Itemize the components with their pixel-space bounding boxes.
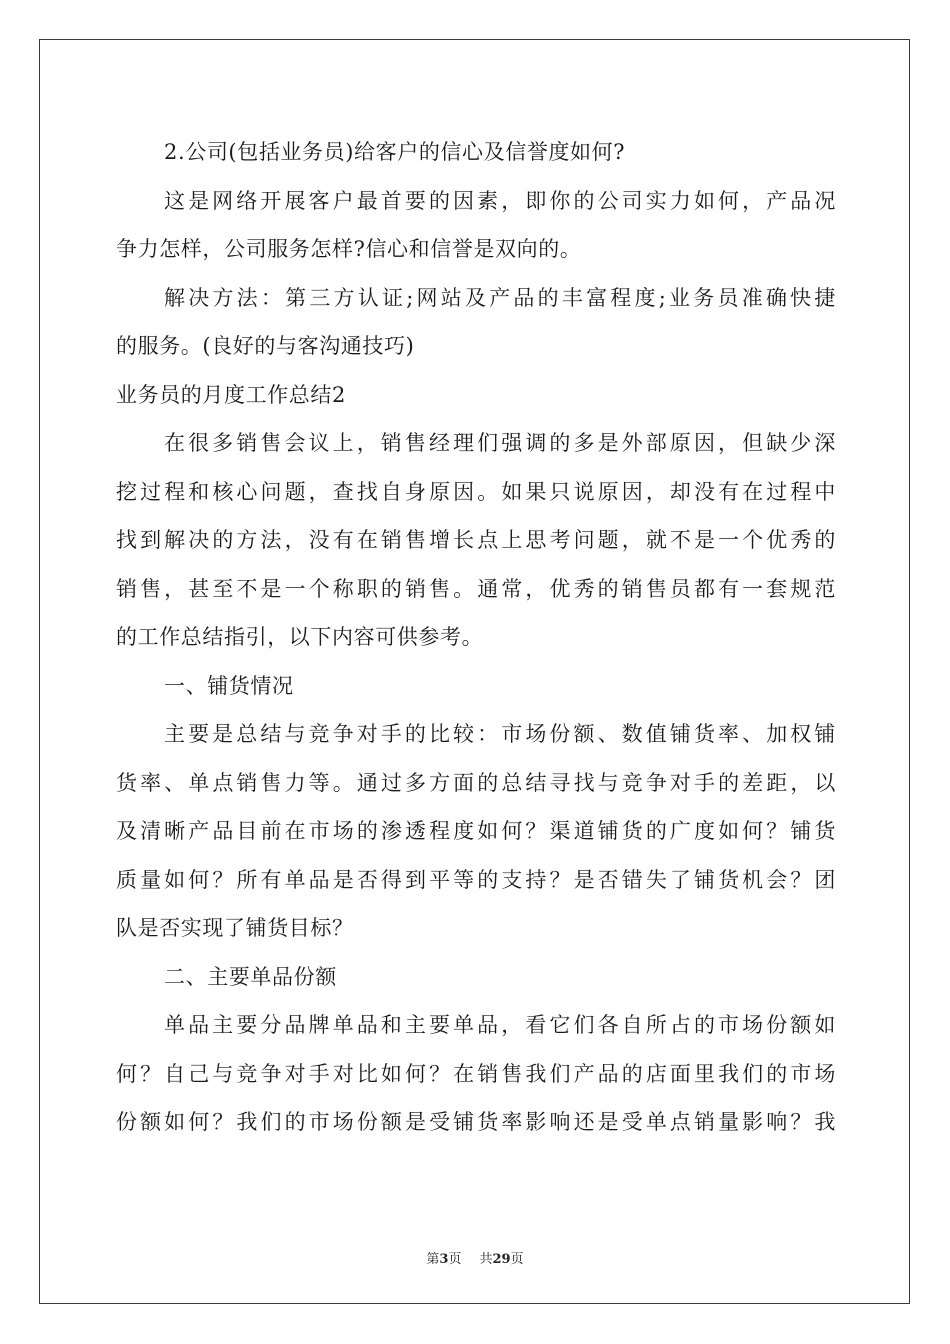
text-line: 质量如何？所有单品是否得到平等的支持？是否错失了铺货机会？团 bbox=[116, 867, 836, 892]
page-number: 3 bbox=[439, 1252, 449, 1267]
text-line: 单品主要分品牌单品和主要单品，看它们各自所占的市场份额如 bbox=[164, 1013, 836, 1037]
text-line: 挖过程和核心问题，查找自身原因。如果只说原因，却没有在过程中 bbox=[116, 479, 836, 504]
document-body bbox=[116, 128, 836, 1147]
text-line: 这是网络开展客户最首要的因素，即你的公司实力如何，产品况 bbox=[164, 188, 836, 213]
footer-page-suffix: 页 bbox=[448, 1252, 462, 1267]
text-line: 2.公司(包括业务员)给客户的信心及信誉度如何? bbox=[164, 140, 626, 164]
footer-total-suffix: 页 bbox=[510, 1252, 524, 1267]
text-line: 找到解决的方法，没有在销售增长点上思考问题，就不是一个优秀的 bbox=[116, 528, 836, 552]
total-pages: 29 bbox=[492, 1252, 511, 1267]
footer-prefix: 第 bbox=[426, 1252, 440, 1267]
footer-total-prefix: 共 bbox=[479, 1252, 493, 1267]
text-line: 销售，甚至不是一个称职的销售。通常，优秀的销售员都有一套规范 bbox=[116, 576, 836, 601]
text-line: 份额如何？我们的市场份额是受铺货率影响还是受单点销量影响？我 bbox=[116, 1110, 836, 1134]
page-footer bbox=[0, 1248, 950, 1267]
text-line: 的服务。(良好的与客沟通技巧) bbox=[116, 334, 415, 358]
text-line: 争力怎样，公司服务怎样?信心和信誉是双向的。 bbox=[116, 237, 582, 261]
text-line: 业务员的月度工作总结2 bbox=[116, 382, 346, 407]
text-line: 主要是总结与竞争对手的比较：市场份额、数值铺货率、加权铺 bbox=[164, 722, 836, 746]
text-line: 队是否实现了铺货目标？ bbox=[116, 916, 354, 940]
text-line: 何？自己与竞争对手对比如何？在销售我们产品的店面里我们的市场 bbox=[116, 1061, 836, 1086]
text-line: 在很多销售会议上，销售经理们强调的多是外部原因，但缺少深 bbox=[164, 431, 836, 455]
text-line: 及清晰产品目前在市场的渗透程度如何？渠道铺货的广度如何？铺货 bbox=[116, 819, 836, 843]
text-line: 的工作总结指引，以下内容可供参考。 bbox=[116, 625, 484, 649]
text-line: 解决方法：第三方认证;网站及产品的丰富程度;业务员准确快捷 bbox=[164, 285, 836, 310]
text-line: 一、铺货情况 bbox=[164, 673, 294, 698]
text-line: 二、主要单品份额 bbox=[164, 964, 337, 989]
text-line: 货率、单点销售力等。通过多方面的总结寻找与竞争对手的差距，以 bbox=[116, 770, 836, 795]
